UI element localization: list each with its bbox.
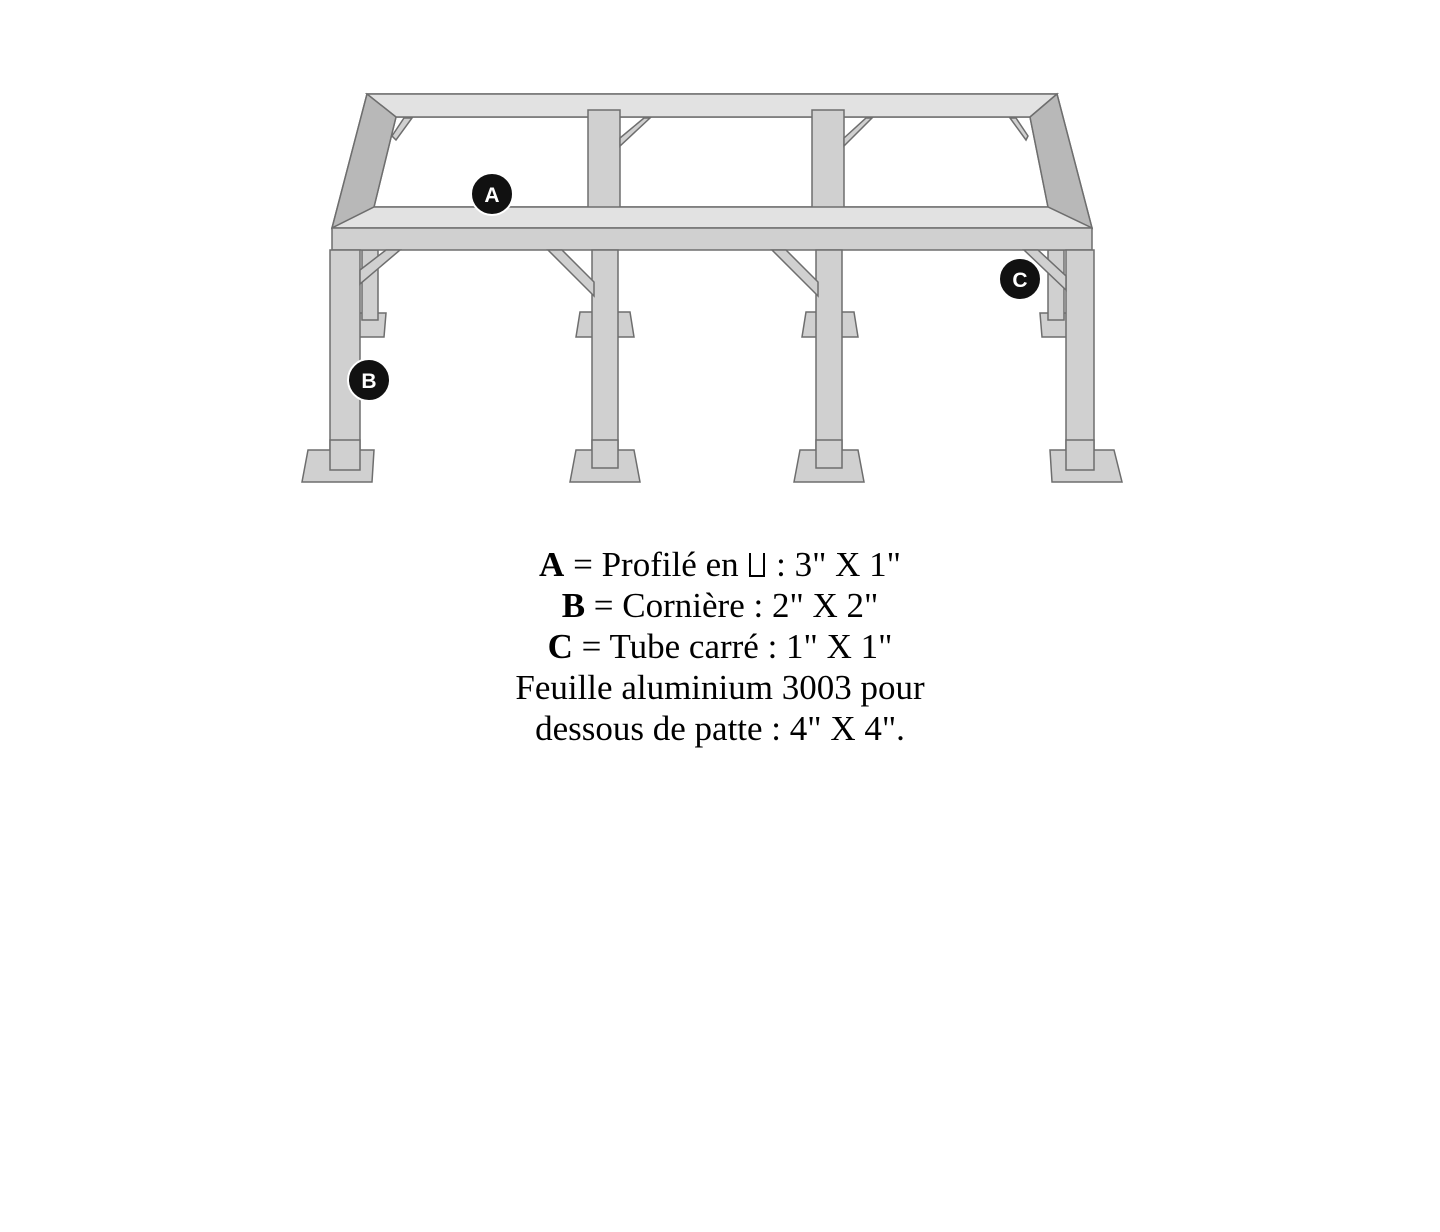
legend-text-a-after: : 3" X 1" xyxy=(767,545,901,584)
legend-line-a xyxy=(0,544,1440,585)
legend-text-a-before: = Profilé en xyxy=(564,545,748,584)
legend-key-c: C xyxy=(547,627,573,666)
legend-text-c: = Tube carré : 1" X 1" xyxy=(572,627,893,666)
foot-plates xyxy=(302,440,1122,482)
marker-c xyxy=(999,258,1041,300)
materials-legend xyxy=(0,544,1440,749)
braces xyxy=(360,250,1066,296)
frame-drawing xyxy=(0,0,1440,520)
svg-text:B: B xyxy=(361,370,377,393)
legend-key-a: A xyxy=(539,545,565,584)
legend-key-b: B xyxy=(561,586,586,625)
svg-text:A: A xyxy=(484,184,500,207)
legend-line-b xyxy=(0,585,1440,626)
legend-line-c xyxy=(0,626,1440,667)
channel-icon xyxy=(749,553,765,577)
svg-text:C: C xyxy=(1012,269,1028,292)
marker-a xyxy=(471,173,513,215)
front-legs xyxy=(330,250,1094,470)
legend-line-d: Feuille aluminium 3003 pour xyxy=(515,668,925,707)
legend-text-b: = Cornière : 2" X 2" xyxy=(585,586,879,625)
legend-line-e: dessous de patte : 4" X 4". xyxy=(535,709,905,748)
frame-diagram xyxy=(0,0,1440,520)
marker-b xyxy=(348,359,390,401)
top-frame xyxy=(332,94,1092,250)
back-feet xyxy=(354,250,1072,337)
